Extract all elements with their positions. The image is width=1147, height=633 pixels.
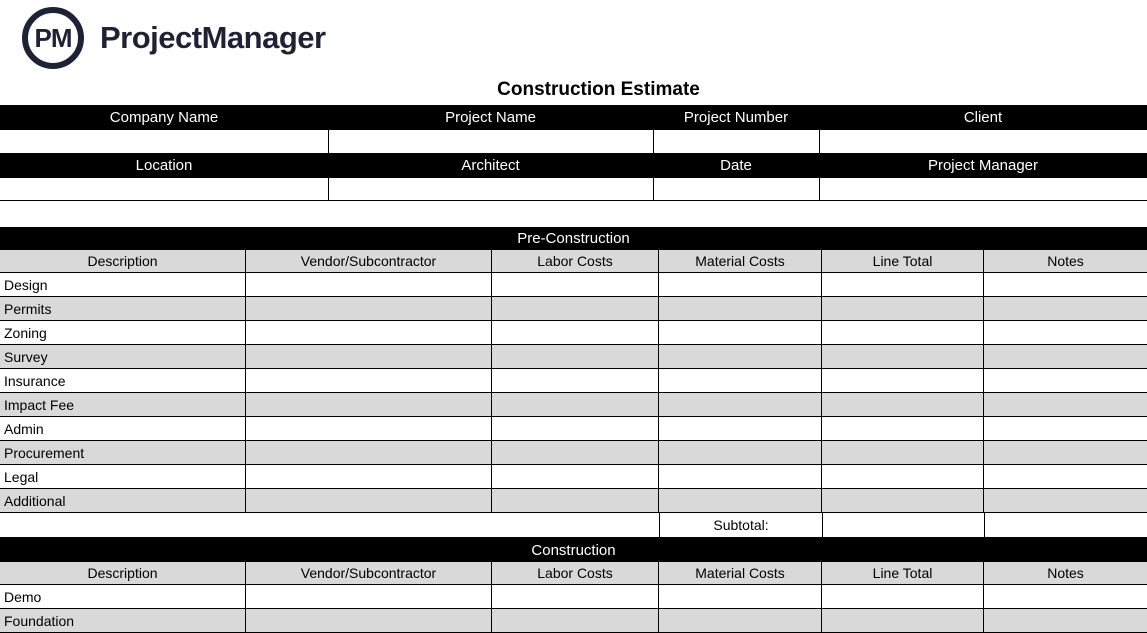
table-row-permits <box>0 297 1147 321</box>
line-total-cell[interactable] <box>822 345 984 368</box>
project-name-header: Project Name <box>445 109 536 126</box>
vendor-cell[interactable] <box>246 441 492 464</box>
row-label: Impact Fee <box>0 393 246 416</box>
labor-costs-cell[interactable] <box>492 489 659 512</box>
info-header-row-1 <box>0 105 1147 130</box>
pm-logo-icon <box>22 7 84 69</box>
vendor-cell[interactable] <box>246 273 492 296</box>
table-row-procurement <box>0 441 1147 465</box>
architect-header: Architect <box>461 157 520 174</box>
material-costs-cell[interactable] <box>659 321 822 344</box>
company-name-input[interactable] <box>0 130 328 153</box>
vendor-cell[interactable] <box>246 465 492 488</box>
line-total-cell[interactable] <box>822 489 984 512</box>
project-name-input[interactable] <box>328 130 653 153</box>
line-total-cell[interactable] <box>822 609 984 632</box>
material-costs-cell[interactable] <box>659 417 822 440</box>
notes-cell[interactable] <box>984 297 1147 320</box>
vendor-cell[interactable] <box>246 393 492 416</box>
info-header-row-2 <box>0 153 1147 178</box>
page-title: Construction Estimate <box>497 79 700 100</box>
line-total-cell[interactable] <box>822 417 984 440</box>
project-manager-input[interactable] <box>819 178 1147 200</box>
labor-costs-cell[interactable] <box>492 417 659 440</box>
company-name-header: Company Name <box>109 109 219 126</box>
material-costs-cell[interactable] <box>659 297 822 320</box>
notes-cell[interactable] <box>984 465 1147 488</box>
material-costs-cell[interactable] <box>659 273 822 296</box>
vendor-cell[interactable] <box>246 609 492 632</box>
notes-cell[interactable] <box>984 441 1147 464</box>
line-total-cell[interactable] <box>822 273 984 296</box>
col-header-vendor: Vendor/Subcontractor <box>246 250 492 272</box>
client-header: Client <box>963 109 1003 126</box>
line-total-cell[interactable] <box>822 369 984 392</box>
row-label: Zoning <box>0 321 246 344</box>
vendor-cell[interactable] <box>246 321 492 344</box>
material-costs-cell[interactable] <box>659 465 822 488</box>
labor-costs-cell[interactable] <box>492 369 659 392</box>
info-value-row-1 <box>0 130 1147 153</box>
section-band-pre-construction: Pre-Construction <box>0 227 1147 250</box>
row-label: Demo <box>0 585 246 608</box>
material-costs-cell[interactable] <box>659 441 822 464</box>
material-costs-cell[interactable] <box>659 393 822 416</box>
row-label: Additional <box>0 489 246 512</box>
info-value-row-2 <box>0 178 1147 201</box>
labor-costs-cell[interactable] <box>492 441 659 464</box>
notes-cell[interactable] <box>984 489 1147 512</box>
table-row-impact-fee <box>0 393 1147 417</box>
line-total-cell[interactable] <box>822 321 984 344</box>
location-header: Location <box>135 157 193 174</box>
material-costs-cell[interactable] <box>659 585 822 608</box>
col-header-material-costs: Material Costs <box>659 250 822 272</box>
col-header-labor-costs: Labor Costs <box>492 562 659 584</box>
notes-cell[interactable] <box>984 321 1147 344</box>
row-label: Insurance <box>0 369 246 392</box>
labor-costs-cell[interactable] <box>492 297 659 320</box>
client-input[interactable] <box>819 130 1147 153</box>
table-row-additional <box>0 489 1147 513</box>
table-row-foundation <box>0 609 1147 633</box>
brand-name: ProjectManager <box>100 20 326 55</box>
notes-cell[interactable] <box>984 393 1147 416</box>
labor-costs-cell[interactable] <box>492 585 659 608</box>
labor-costs-cell[interactable] <box>492 609 659 632</box>
col-header-line-total: Line Total <box>822 250 984 272</box>
material-costs-cell[interactable] <box>659 609 822 632</box>
spacer <box>0 201 1147 227</box>
subtotal-spacer <box>0 513 659 537</box>
subtotal-row <box>0 513 1147 538</box>
col-header-description: Description <box>0 562 246 584</box>
col-header-notes: Notes <box>1047 565 1084 581</box>
col-header-notes: Notes <box>1047 253 1084 269</box>
notes-cell[interactable] <box>984 609 1147 632</box>
notes-cell[interactable] <box>984 369 1147 392</box>
col-header-vendor: Vendor/Subcontractor <box>246 562 492 584</box>
date-header: Date <box>720 157 752 174</box>
labor-costs-cell[interactable] <box>492 465 659 488</box>
column-header-row <box>0 250 1147 273</box>
col-header-line-total: Line Total <box>822 562 984 584</box>
table-row-survey <box>0 345 1147 369</box>
brand-header <box>0 0 1147 78</box>
row-label: Design <box>0 273 246 296</box>
material-costs-cell[interactable] <box>659 489 822 512</box>
table-row-design <box>0 273 1147 297</box>
table-row-legal <box>0 465 1147 489</box>
table-row-demo <box>0 585 1147 609</box>
notes-cell[interactable] <box>984 417 1147 440</box>
line-total-cell[interactable] <box>822 585 984 608</box>
line-total-cell[interactable] <box>822 441 984 464</box>
col-header-material-costs: Material Costs <box>659 562 822 584</box>
subtotal-label: Subtotal: <box>659 513 822 537</box>
row-label: Foundation <box>0 609 246 632</box>
row-label: Admin <box>0 417 246 440</box>
labor-costs-cell[interactable] <box>492 393 659 416</box>
notes-cell[interactable] <box>984 273 1147 296</box>
line-total-cell[interactable] <box>822 393 984 416</box>
notes-cell[interactable] <box>984 585 1147 608</box>
vendor-cell[interactable] <box>246 585 492 608</box>
col-header-labor-costs: Labor Costs <box>492 250 659 272</box>
vendor-cell[interactable] <box>246 369 492 392</box>
project-number-header: Project Number <box>683 109 789 126</box>
date-input[interactable] <box>653 178 819 200</box>
vendor-cell[interactable] <box>246 489 492 512</box>
labor-costs-cell[interactable] <box>492 273 659 296</box>
project-number-input[interactable] <box>653 130 819 153</box>
location-input[interactable] <box>0 178 328 200</box>
project-manager-header: Project Manager <box>927 157 1039 174</box>
material-costs-cell[interactable] <box>659 369 822 392</box>
table-row-insurance <box>0 369 1147 393</box>
labor-costs-cell[interactable] <box>492 321 659 344</box>
vendor-cell[interactable] <box>246 345 492 368</box>
material-costs-cell[interactable] <box>659 345 822 368</box>
row-label: Permits <box>0 297 246 320</box>
column-header-row <box>0 562 1147 585</box>
pm-logo-monogram: PM <box>34 22 72 53</box>
subtotal-line-total-cell[interactable] <box>822 513 984 537</box>
row-label: Legal <box>0 465 246 488</box>
subtotal-notes-cell[interactable] <box>984 513 1147 537</box>
line-total-cell[interactable] <box>822 297 984 320</box>
col-header-description: Description <box>0 250 246 272</box>
section-band-construction: Construction <box>0 538 1147 562</box>
row-label: Survey <box>0 345 246 368</box>
line-total-cell[interactable] <box>822 465 984 488</box>
projectmanager-logo <box>22 7 326 69</box>
architect-input[interactable] <box>328 178 653 200</box>
labor-costs-cell[interactable] <box>492 345 659 368</box>
table-row-admin <box>0 417 1147 441</box>
vendor-cell[interactable] <box>246 297 492 320</box>
notes-cell[interactable] <box>984 345 1147 368</box>
table-row-zoning <box>0 321 1147 345</box>
row-label: Procurement <box>0 441 246 464</box>
vendor-cell[interactable] <box>246 417 492 440</box>
